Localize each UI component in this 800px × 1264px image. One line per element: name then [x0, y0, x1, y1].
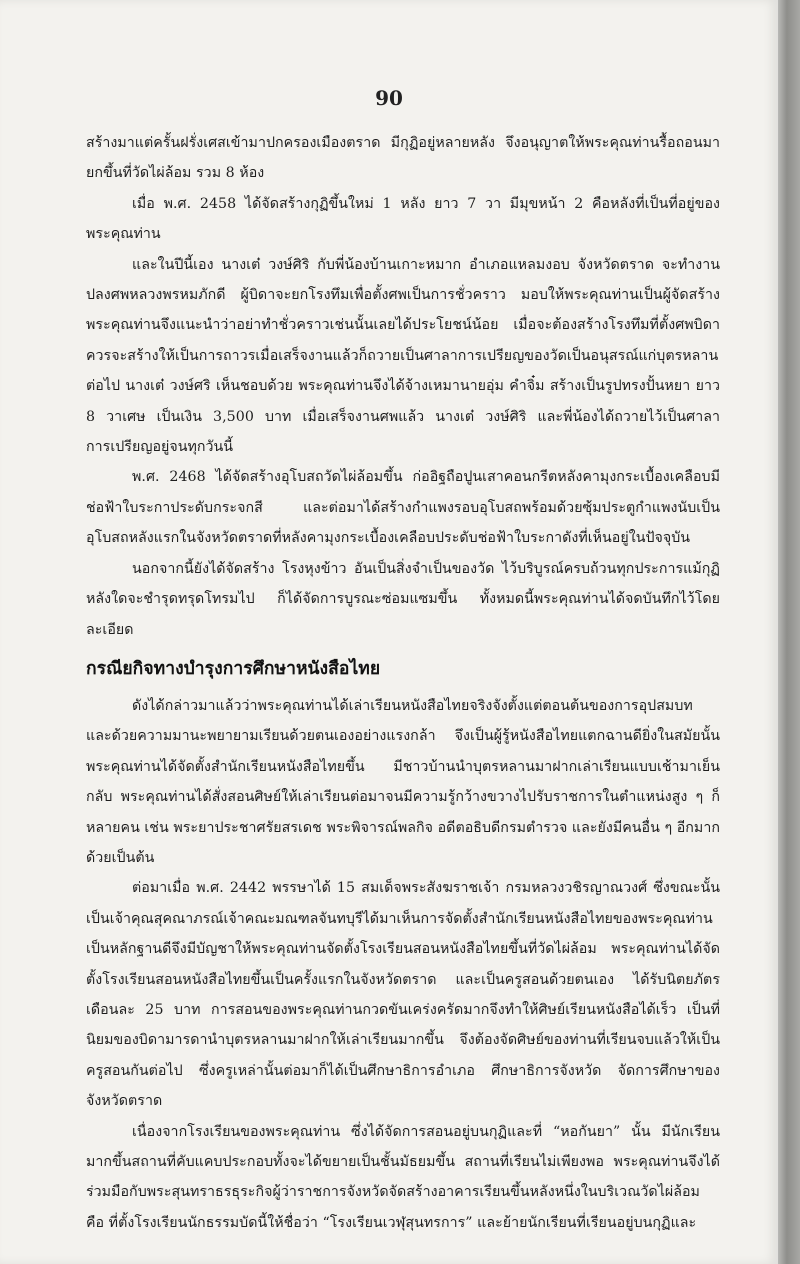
- paragraph-6: ดังได้กล่าวมาแล้วว่าพระคุณท่านได้เล่าเรียนหนังสือไทยจริงจังตั้งแต่ตอนต้นของการอุปสมบท และด้วยความมานะพยายามเรียนด้วยตนเองอย่างแรงกล้า จึงเป็นผู้รู้หนังสือไทยแตกฉานดียิ่งในสมัยนั้น พระคุณท่านได้จัดตั้งสำนักเรียนหนังสือไทยขึ้น มีชาวบ้านนำบุตรหลานมาฝากเล่าเรียนแบบเช้ามาเย็นกลับ พระคุณท่านได้สั่งสอนศิษย์ให้เล่าเรียนต่อมาจนมีความรู้กว้างขวางไปรับราชการในตำแหน่งสูง ๆ ก็หลายคน เช่น พระยาประชาศรัยสรเดช พระพิจารณ์พลกิจ อดีตอธิบดีกรมตำรวจ และยังมีคนอื่น ๆ อีกมากด้วยเป็นต้น: [86, 697, 720, 866]
- page-body: [86, 128, 720, 1238]
- section-heading: กรณียกิจทางบำรุงการศึกษาหนังสือไทย: [86, 658, 381, 679]
- paragraph-1: สร้างมาแต่ครั้นฝรั่งเศสเข้ามาปกครองเมืองตราด มีกุฏิอยู่หลายหลัง จึงอนุญาตให้พระคุณท่านรื้อถอนมายกขึ้นที่วัดไผ่ล้อม รวม 8 ห้อง: [86, 135, 720, 182]
- page-edge: [778, 0, 800, 1264]
- page-number: 90: [375, 86, 403, 110]
- paragraph-7: ต่อมาเมื่อ พ.ศ. 2442 พรรษาได้ 15 สมเด็จพระสังฆราชเจ้า กรมหลวงวชิรญาณวงศ์ ซึ่งขณะนั้นเป็นเจ้าคุณสุคณาภรณ์เจ้าคณะมณฑลจันทบุรีได้มาเห็นการจัดตั้งสำนักเรียนหนังสือไทยของพระคุณท่านเป็นหลักฐานดีจึงมีบัญชาให้พระคุณท่านจัดตั้งโรงเรียนสอนหนังสือไทยขึ้นที่วัดไผ่ล้อม พระคุณท่านได้จัดตั้งโรงเรียนสอนหนังสือไทยขึ้นเป็นครั้งแรกในจังหวัดตราด และเป็นครูสอนด้วยตนเอง ได้รับนิตยภัตรเดือนละ 25 บาท การสอนของพระคุณท่านกวดขันเคร่งครัดมากจึงทำให้ศิษย์เรียนหนังสือได้เร็ว เป็นที่นิยมของบิดามารดานำบุตรหลานมาฝากให้เล่าเรียนมากขึ้น จึงต้องจัดศิษย์ของท่านที่เรียนจบแล้วให้เป็นครูสอนกันต่อไป ซึ่งครูเหล่านั้นต่อมาก็ได้เป็นศึกษาธิการอำเภอ ศึกษาธิการจังหวัด จัดการศึกษาของจังหวัดตราด: [86, 880, 720, 1110]
- paragraph-3: และในปีนี้เอง นางเต๋ วงษ์ศิริ กับพี่น้องบ้านเกาะหมาก อำเภอแหลมงอบ จังหวัดตราด จะทำงานปลงศพหลวงพรหมภักดี ผู้บิดาจะยกโรงทึมเพื่อตั้งศพเป็นการชั่วคราว มอบให้พระคุณท่านเป็นผู้จัดสร้าง พระคุณท่านจึงแนะนำว่าอย่าทำชั่วคราวเช่นนั้นเลยได้ประโยชน์น้อย เมื่อจะต้องสร้างโรงทึมที่ตั้งศพบิดาควรจะสร้างให้เป็นการถาวรเมื่อเสร็จงานแล้วก็ถวายเป็นศาลาการเปรียญของวัดเป็นอนุสรณ์แก่บุตรหลานต่อไป นางเต๋ วงษ์ศริ เห็นชอบด้วย พระคุณท่านจึงได้จ้างเหมานายอุ่ม คำจิ๋ม สร้างเป็นรูปทรงปั้นหยา ยาว 8 วาเศษ เป็นเงิน 3,500 บาท เมื่อเสร็จงานศพแล้ว นางเต๋ วงษ์ศิริ และพี่น้องได้ถวายไว้เป็นศาลาการเปรียญอยู่จนทุกวันนี้: [86, 256, 720, 456]
- paragraph-2: เมื่อ พ.ศ. 2458 ได้จัดสร้างกุฏิขึ้นใหม่ 1 หลัง ยาว 7 วา มีมุขหน้า 2 คือหลังที่เป็นที่อยู่ของพระคุณท่าน: [86, 195, 720, 243]
- paragraph-4: พ.ศ. 2468 ได้จัดสร้างอุโบสถวัดไผ่ล้อมขึ้น ก่ออิฐถือปูนเสาคอนกรีตหลังคามุงกระเบื้องเคลือบมีช่อฟ้าใบระกาประดับกระจกสี และต่อมาได้สร้างกำแพงรอบอุโบสถพร้อมด้วยซุ้มประตูกำแพงนับเป็นอุโบสถหลังแรกในจังหวัดตราดที่หลังคามุงกระเบื้องเคลือบประดับช่อฟ้าใบระกาดังที่เห็นอยู่ในปัจจุบัน: [86, 469, 720, 547]
- paragraph-5: นอกจากนี้ยังได้จัดสร้าง โรงหุงข้าว อันเป็นสิ่งจำเป็นของวัด ไว้บริบูรณ์ครบถ้วนทุกประการแม้กุฏิหลังใดจะชำรุดทรุดโทรมไป ก็ได้จัดการบูรณะซ่อมแซมขึ้น ทั้งหมดนี้พระคุณท่านได้จดบันทึกไว้โดยละเอียด: [86, 560, 720, 638]
- paragraph-8: เนื่องจากโรงเรียนของพระคุณท่าน ซึ่งได้จัดการสอนอยู่บนกุฏิและที่ “หอกันยา” นั้น มีนักเรียนมากขึ้นสถานที่คับแคบประกอบทั้งจะได้ขยายเป็นชั้นมัธยมขึ้น สถานที่เรียนไม่เพียงพอ พระคุณท่านจึงได้ร่วมมือกับพระสุนทราธรธุระกิจผู้ว่าราชการจังหวัดจัดสร้างอาคารเรียนขึ้นหลังหนึ่งในบริเวณวัดไผ่ล้อม คือ ที่ตั้งโรงเรียนนักธรรมบัดนี้ให้ชื่อว่า “โรงเรียนเวฬุสุนทรการ” และย้ายนักเรียนที่เรียนอยู่บนกุฏิและ: [86, 1123, 720, 1231]
